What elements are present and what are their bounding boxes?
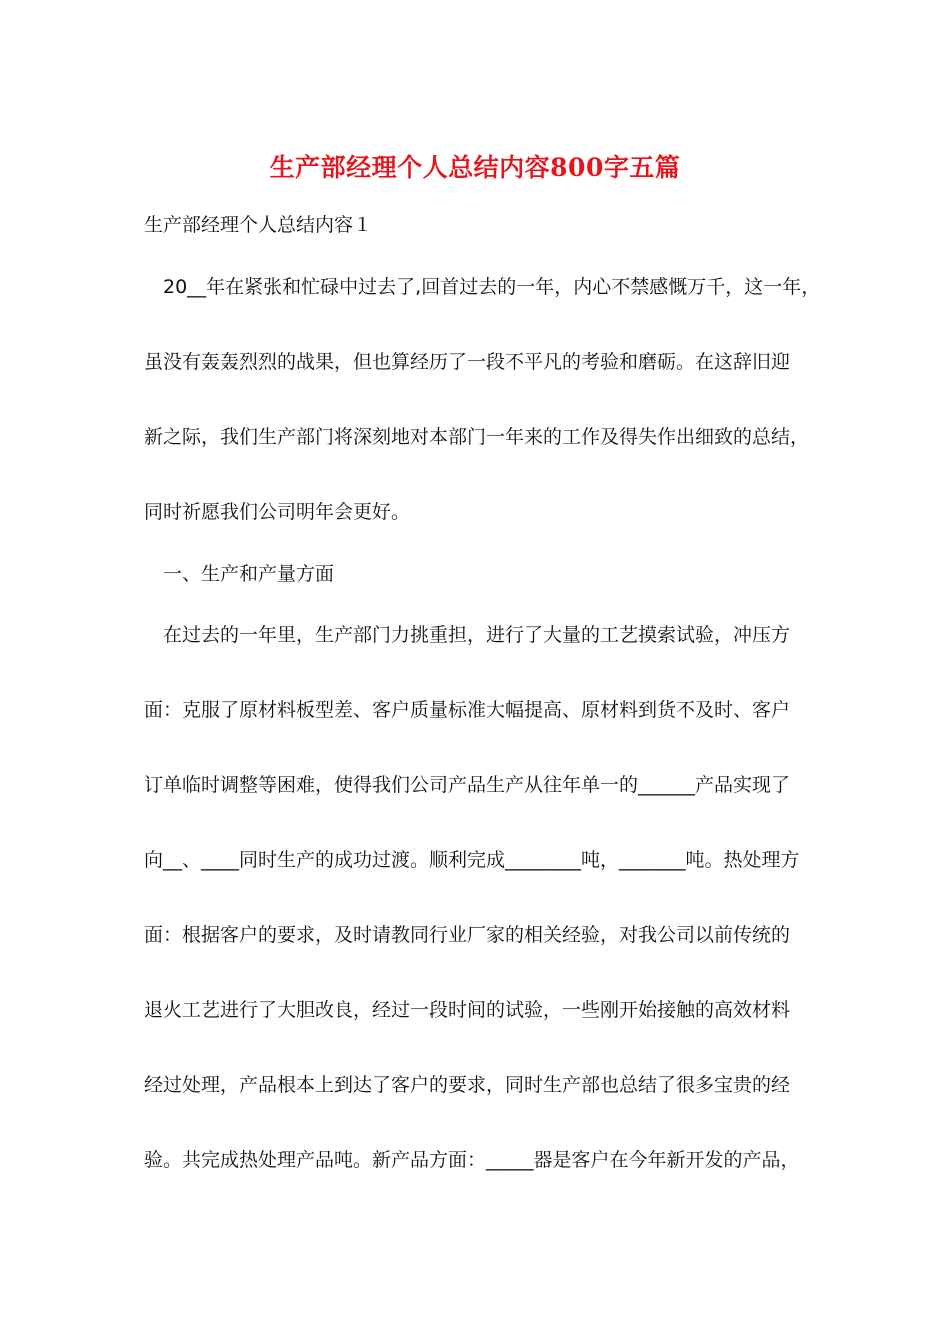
paragraph-line: 20__年在紧张和忙碌中过去了,回首过去的一年，内心不禁感慨万千，这一年，: [163, 276, 821, 298]
section-heading: 生产部经理个人总结内容１: [144, 214, 373, 236]
paragraph-line: 面：根据客户的要求，及时请教同行业厂家的相关经验，对我公司以前传统的: [144, 924, 791, 946]
paragraph-line: 同时祈愿我们公司明年会更好。: [144, 501, 411, 523]
paragraph-line: 新之际，我们生产部门将深刻地对本部门一年来的工作及得失作出细致的总结，: [144, 426, 810, 448]
document-title: 生产部经理个人总结内容800字五篇: [269, 153, 681, 182]
paragraph-line: 向__、____同时生产的成功过渡。顺利完成________吨，_______吨。热处理方: [144, 849, 800, 871]
paragraph-line: 经过处理，产品根本上到达了客户的要求，同时生产部也总结了很多宝贵的经: [144, 1074, 791, 1096]
paragraph-line: 在过去的一年里，生产部门力挑重担，进行了大量的工艺摸索试验，冲压方: [163, 624, 791, 646]
paragraph-line: 虽没有轰轰烈烈的战果，但也算经历了一段不平凡的考验和磨砺。在这辞旧迎: [144, 351, 791, 373]
paragraph-line: 验。共完成热处理产品吨。新产品方面：_____器是客户在今年新开发的产品，: [144, 1149, 800, 1171]
subsection-heading: 一、生产和产量方面: [163, 563, 335, 585]
paragraph-line: 面：克服了原材料板型差、客户质量标准大幅提高、原材料到货不及时、客户: [144, 699, 791, 721]
paragraph-line: 退火工艺进行了大胆改良，经过一段时间的试验，一些刚开始接触的高效材料: [144, 999, 791, 1021]
paragraph-line: 订单临时调整等困难，使得我们公司产品生产从往年单一的______产品实现了: [144, 774, 791, 796]
